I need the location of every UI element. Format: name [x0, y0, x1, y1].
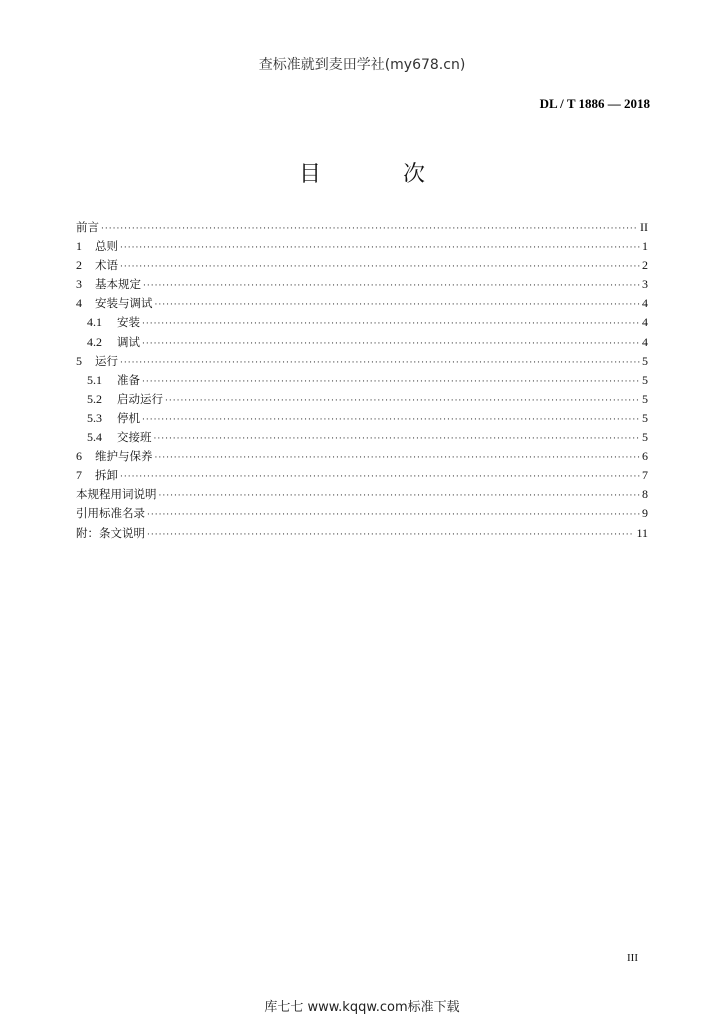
toc-entry-title: 本规程用词说明 [76, 487, 157, 502]
toc-entry-title: 准备 [117, 372, 140, 387]
toc-entry[interactable] [76, 256, 648, 275]
toc-entry[interactable] [76, 371, 648, 390]
toc-entry-number: 5.4 [87, 430, 102, 445]
toc-entry[interactable] [76, 275, 648, 294]
watermark-top: 查标准就到麦田学社(my678.cn) [258, 57, 466, 73]
toc-entry[interactable] [76, 218, 648, 237]
toc-leader-dots [142, 411, 640, 430]
toc-leader-dots [154, 430, 641, 449]
toc-entry-page: II [640, 220, 648, 234]
toc-entry-title: 安装 [117, 315, 140, 330]
watermark-bottom: 库七七 www.kqqw.com标准下载 [264, 1000, 460, 1015]
toc-entry-title: 基本规定 [95, 277, 141, 292]
toc-entry-page: 5 [642, 391, 648, 406]
toc-leader-dots [142, 315, 640, 334]
toc-entry-title: 运行 [95, 353, 118, 368]
standard-code: DL / T 1886 — 2018 [539, 96, 650, 111]
toc-leader-dots [155, 296, 641, 315]
toc-entry-number: 6 [76, 449, 82, 464]
toc-entry-page: 4 [642, 315, 648, 330]
toc-leader-dots [155, 449, 641, 468]
toc-entry-number: 5.2 [87, 391, 102, 406]
table-of-contents [76, 218, 648, 543]
toc-entry-title: 交接班 [117, 430, 152, 445]
toc-entry-page: 9 [642, 506, 648, 521]
toc-entry-title: 安装与调试 [95, 296, 153, 311]
toc-entry-title: 拆卸 [95, 468, 118, 483]
toc-entry-page: 1 [642, 239, 648, 254]
toc-leader-dots [120, 239, 640, 258]
toc-entry-page: 8 [642, 487, 648, 502]
toc-entry[interactable] [76, 447, 648, 466]
toc-entry[interactable] [76, 333, 648, 352]
toc-entry-number: 3 [76, 277, 82, 292]
toc-entry-page: 5 [642, 430, 648, 445]
toc-leader-dots [165, 392, 640, 411]
toc-entry-title: 引用标准名录 [76, 506, 145, 521]
toc-leader-dots [142, 373, 640, 392]
toc-entry[interactable] [76, 428, 648, 447]
toc-entry-number: 1 [76, 239, 82, 254]
toc-entry-number: 5 [76, 353, 82, 368]
toc-entry-page: 11 [636, 525, 648, 540]
toc-entry[interactable] [76, 504, 648, 523]
toc-entry-page: 5 [642, 410, 648, 425]
toc-entry-title: 启动运行 [117, 391, 163, 406]
toc-entry-number: 2 [76, 258, 82, 273]
toc-leader-dots [120, 354, 640, 373]
toc-entry-page: 2 [642, 258, 648, 273]
toc-entry-page: 6 [642, 449, 648, 464]
toc-entry-number: 7 [76, 468, 82, 483]
toc-entry-title: 调试 [117, 334, 140, 349]
toc-entry-number: 5.3 [87, 410, 102, 425]
toc-entry[interactable] [76, 485, 648, 504]
toc-leader-dots [159, 487, 641, 506]
toc-entry-page: 3 [642, 277, 648, 292]
toc-leader-dots [101, 220, 638, 239]
toc-entry[interactable] [76, 466, 648, 485]
toc-entry-number: 5.1 [87, 372, 102, 387]
toc-entry[interactable] [76, 352, 648, 371]
toc-entry-title: 术语 [95, 258, 118, 273]
toc-entry[interactable] [76, 294, 648, 313]
toc-entry-page: 5 [642, 353, 648, 368]
toc-leader-dots [147, 526, 634, 545]
toc-entry-title: 停机 [117, 410, 140, 425]
page-number: III [627, 952, 638, 964]
toc-entry-number: 4.1 [87, 315, 102, 330]
toc-entry-page: 7 [642, 468, 648, 483]
toc-entry[interactable] [76, 313, 648, 332]
toc-entry-title: 总则 [95, 239, 118, 254]
toc-entry-page: 5 [642, 372, 648, 387]
toc-leader-dots [142, 335, 640, 354]
toc-entry[interactable] [76, 390, 648, 409]
toc-leader-dots [143, 277, 640, 296]
toc-leader-dots [147, 506, 640, 525]
toc-entry-title: 附：条文说明 [76, 525, 145, 540]
toc-entry-title: 维护与保养 [95, 449, 153, 464]
toc-entry[interactable] [76, 237, 648, 256]
toc-entry-number: 4.2 [87, 334, 102, 349]
toc-entry-title: 前言 [76, 220, 99, 234]
toc-entry-page: 4 [642, 334, 648, 349]
toc-leader-dots [120, 258, 640, 277]
toc-entry[interactable] [76, 409, 648, 428]
toc-leader-dots [120, 468, 640, 487]
toc-entry[interactable] [76, 524, 648, 543]
toc-entry-page: 4 [642, 296, 648, 311]
page-title: 目 次 [298, 162, 455, 187]
toc-entry-number: 4 [76, 296, 82, 311]
